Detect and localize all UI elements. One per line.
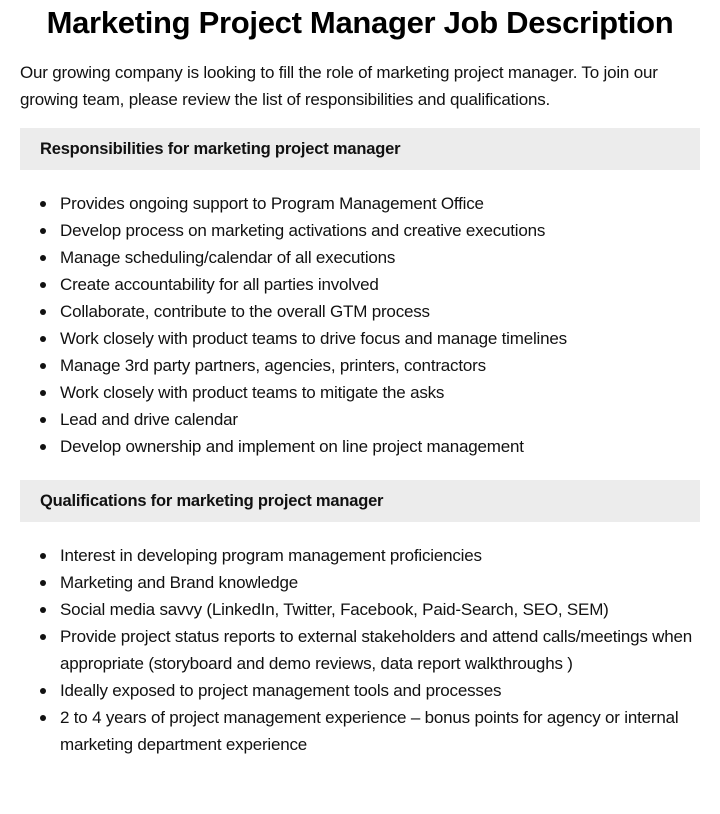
bullet-icon xyxy=(40,444,46,450)
responsibilities-heading: Responsibilities for marketing project manager xyxy=(20,128,700,170)
list-item: Provide project status reports to external stakeholders and attend calls/meetings when appropriate (storyboard and demo reviews, data report walkthroughs ) xyxy=(60,623,700,677)
responsibilities-list xyxy=(20,190,700,460)
list-item: Manage 3rd party partners, agencies, printers, contractors xyxy=(60,352,700,379)
list-item: Marketing and Brand knowledge xyxy=(60,569,700,596)
qualifications-heading: Qualifications for marketing project manager xyxy=(20,480,700,522)
bullet-icon xyxy=(40,309,46,315)
bullet-icon xyxy=(40,228,46,234)
bullet-icon xyxy=(40,282,46,288)
bullet-icon xyxy=(40,580,46,586)
list-item: Work closely with product teams to drive focus and manage timelines xyxy=(60,325,700,352)
list-item: Work closely with product teams to mitigate the asks xyxy=(60,379,700,406)
intro-paragraph: Our growing company is looking to fill the role of marketing project manager. To join our growing team, please review the list of responsibilities and qualifications. xyxy=(20,63,658,109)
bullet-icon xyxy=(40,255,46,261)
list-item: Lead and drive calendar xyxy=(60,406,700,433)
list-item: Create accountability for all parties involved xyxy=(60,271,700,298)
bullet-icon xyxy=(40,390,46,396)
bullet-icon xyxy=(40,553,46,559)
bullet-icon xyxy=(40,607,46,613)
page-title: Marketing Project Manager Job Description xyxy=(46,5,674,40)
list-item: Ideally exposed to project management tools and processes xyxy=(60,677,700,704)
list-item: Develop process on marketing activations and creative executions xyxy=(60,217,700,244)
qualifications-list xyxy=(20,542,700,758)
list-item: Interest in developing program management proficiencies xyxy=(60,542,700,569)
bullet-icon xyxy=(40,715,46,721)
list-item: Provides ongoing support to Program Management Office xyxy=(60,190,700,217)
bullet-icon xyxy=(40,363,46,369)
list-item: Collaborate, contribute to the overall GTM process xyxy=(60,298,700,325)
list-item: Develop ownership and implement on line project management xyxy=(60,433,700,460)
list-item: Manage scheduling/calendar of all executions xyxy=(60,244,700,271)
bullet-icon xyxy=(40,336,46,342)
bullet-icon xyxy=(40,417,46,423)
list-item: Social media savvy (LinkedIn, Twitter, Facebook, Paid-Search, SEO, SEM) xyxy=(60,596,700,623)
bullet-icon xyxy=(40,634,46,640)
bullet-icon xyxy=(40,201,46,207)
bullet-icon xyxy=(40,688,46,694)
list-item: 2 to 4 years of project management experience – bonus points for agency or internal marketing department experience xyxy=(60,704,700,758)
